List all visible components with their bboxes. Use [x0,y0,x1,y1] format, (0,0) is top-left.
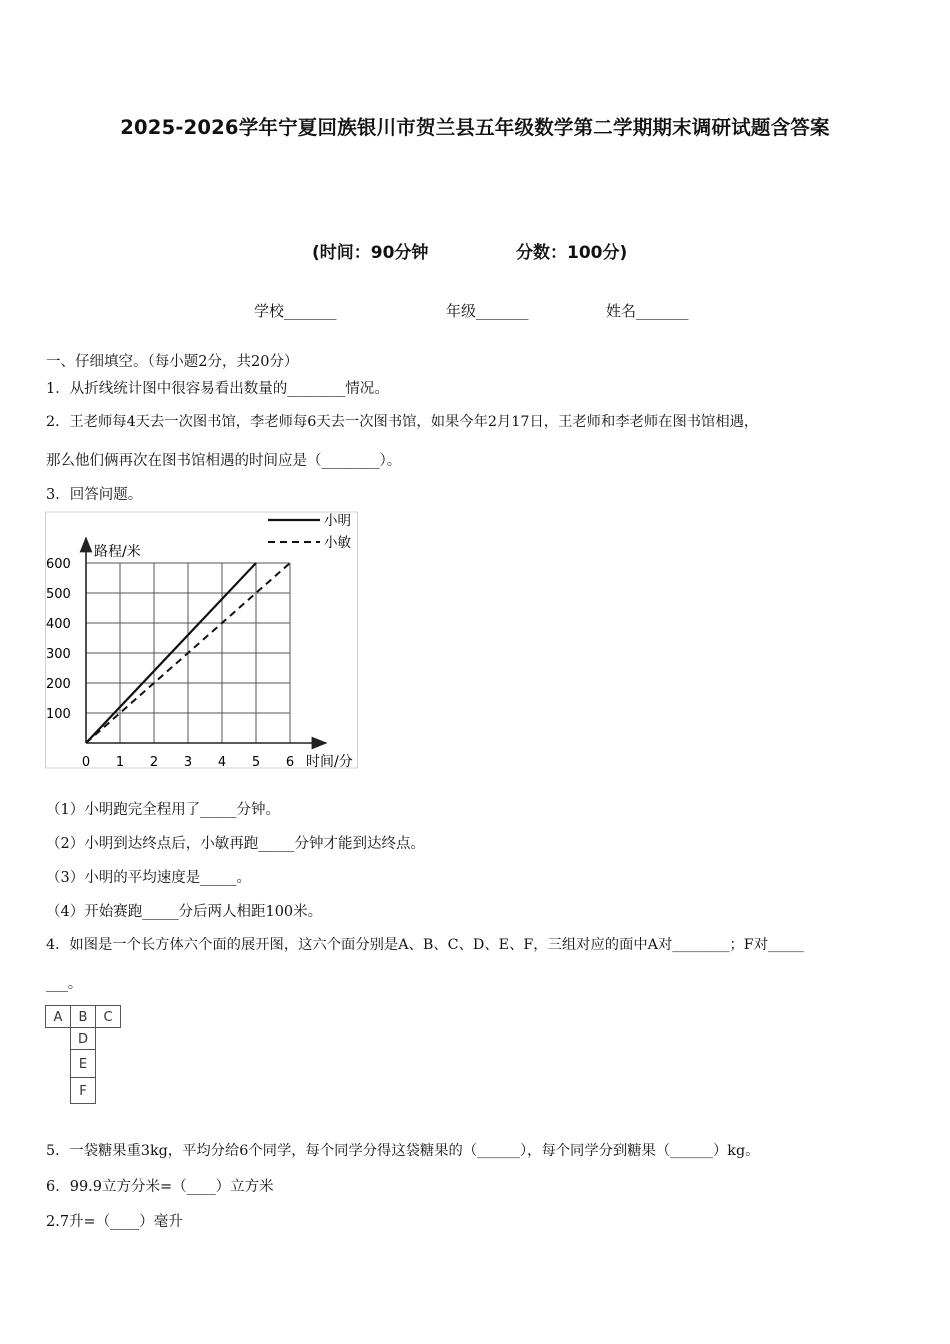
x-tick-label: 2 [149,755,159,770]
question-2-line-2: 那么他们俩再次在图书馆相遇的时间应是（________）。 [46,453,402,469]
y-axis-label: 路程/米 [94,544,141,560]
y-tick-label: 500 [46,587,71,602]
page-title: 2025-2026学年宁夏回族银川市贺兰县五年级数学第二学期期末调研试题含答案 [120,116,830,139]
net-label-d: D [77,1032,89,1047]
net-label-f: F [79,1084,87,1099]
exam-score: 分数：100分) [516,243,628,263]
x-tick-label: 1 [115,755,125,770]
section-heading: 一、仔细填空。（每小题2分，共20分） [46,354,299,370]
y-tick-label: 300 [46,647,71,662]
exam-time: (时间：90分钟 [312,243,429,263]
question-5: 5．一袋糖果重3kg，平均分给6个同学，每个同学分得这袋糖果的（______），每个同学分到糖果（______）kg。 [46,1143,760,1159]
grade-field: 年级_______ [446,302,529,320]
x-tick-label: 3 [183,755,193,770]
question-3-part-3: （3）小明的平均速度是_____。 [46,870,251,886]
y-tick-label: 400 [46,617,71,632]
question-6-part-2: 2.7升=（____）毫升 [46,1214,183,1230]
name-field: 姓名_______ [606,302,689,320]
question-3-part-4: （4）开始赛跑_____分后两人相距100米。 [46,904,323,920]
net-label-c: C [103,1010,113,1025]
question-3: 3．回答问题。 [46,487,143,503]
y-tick-label: 600 [46,557,71,572]
net-label-a: A [53,1010,63,1025]
legend-label-xiaoming: 小明 [324,513,351,529]
question-4-line-2: ___。 [46,976,83,992]
chart-frame [46,512,358,768]
x-tick-label: 5 [251,755,261,770]
x-tick-label: 4 [217,755,227,770]
distance-time-chart [44,510,374,772]
question-1: 1．从折线统计图中很容易看出数量的________情况。 [46,381,389,397]
net-label-b: B [78,1010,88,1025]
chart-legend [268,513,351,551]
question-6-part-1: 6．99.9立方分米=（____）立方米 [46,1179,274,1195]
x-axis-label: 时间/分 [306,754,353,770]
y-tick-label: 200 [46,677,71,692]
x-tick-label: 0 [81,755,91,770]
school-field: 学校_______ [254,302,337,320]
legend-label-xiaomin: 小敏 [324,535,351,551]
y-tick-label: 100 [46,707,71,722]
x-tick-label: 6 [285,755,295,770]
cuboid-net-diagram [44,1004,124,1106]
question-4-line-1: 4．如图是一个长方体六个面的展开图，这六个面分别是A、B、C、D、E、F，三组对应的面中A对________；F对_____ [46,937,804,953]
question-3-part-1: （1）小明跑完全程用了_____分钟。 [46,802,280,818]
question-2-line-1: 2．王老师每4天去一次图书馆，李老师每6天去一次图书馆，如果今年2月17日，王老师和李老师在图书馆相遇， [46,414,759,430]
question-3-part-2: （2）小明到达终点后，小敏再跑_____分钟才能到达终点。 [46,836,425,852]
net-label-e: E [78,1057,88,1072]
